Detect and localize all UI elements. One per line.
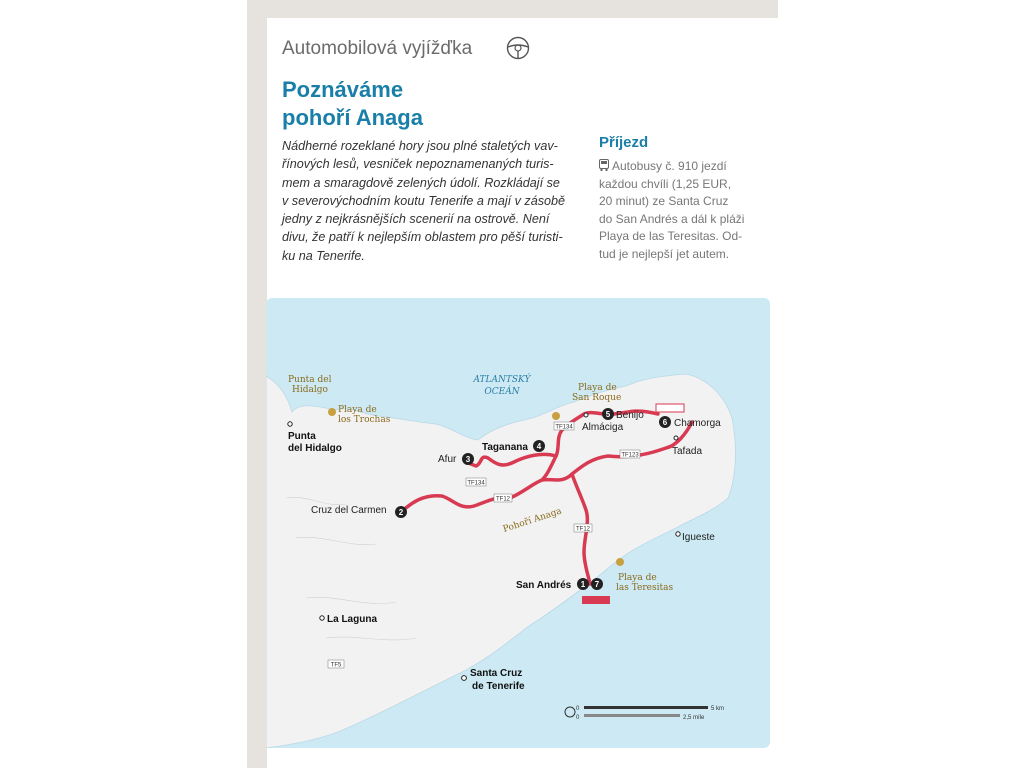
scale-start: 0: [576, 715, 580, 721]
intro-line: mem a smaragdově zelených údolí. Rozkládají se: [282, 175, 560, 190]
beach-label: Playa de: [578, 383, 617, 393]
range-label: Pohoří Anaga: [501, 506, 564, 535]
town-marker: [462, 676, 467, 681]
town-marker: [676, 532, 680, 536]
sidebar-line: Playa de las Teresitas. Od-: [599, 229, 743, 243]
road-label: TF12: [575, 526, 591, 533]
section-title: Automobilová vyjížďka: [282, 38, 473, 59]
stop-label: Benijo: [616, 410, 644, 421]
stop-number: 5: [605, 410, 611, 419]
stop-number: 3: [465, 455, 471, 464]
town-label: Almáciga: [582, 422, 624, 433]
sidebar-line: tud je nejlepší jet autem.: [599, 246, 730, 261]
beach-label: las Teresitas: [616, 583, 674, 593]
town-label: Punta: [288, 431, 316, 442]
sidebar-line-text: Autobusy č. 910 jezdí: [612, 159, 727, 173]
bus-icon: [599, 159, 609, 171]
intro-line: Nádherné rozeklané hory jsou plné staletých vav-: [282, 139, 558, 153]
road-label: TF5: [330, 662, 342, 669]
sidebar-heading: Příjezd: [599, 134, 649, 151]
stop-number: 4: [536, 442, 542, 451]
intro-line: divu, že patří k nejlepším oblastem pro pěší turisti-: [282, 230, 563, 245]
road-label: TF134: [467, 480, 485, 487]
intro-line: ku na Tenerife.: [282, 248, 365, 263]
beach-icon: [616, 558, 624, 566]
steering-wheel-icon: [506, 36, 530, 60]
town-label: Igueste: [682, 532, 715, 543]
sidebar-line: [599, 158, 749, 176]
intro-line: v severovýchodním koutu Tenerife a mají v zásobě: [282, 193, 566, 208]
beach-icon: [328, 408, 336, 416]
sidebar-text: [599, 158, 749, 263]
stop-label: Chamorga: [674, 418, 721, 429]
cape-label: Punta del: [288, 375, 332, 385]
page-title: [282, 76, 423, 132]
stop-label: Afur: [438, 454, 457, 465]
scale-bar-km: [584, 706, 708, 709]
sidebar-line: do San Andrés a dál k pláži: [599, 211, 745, 226]
cape-label: Hidalgo: [292, 385, 328, 395]
scale-start: 0: [576, 706, 580, 712]
town-marker: [674, 436, 678, 440]
intro-line: řínových lesů, vesniček nepoznamenaných turis-: [282, 157, 554, 172]
end-marker: [656, 404, 684, 412]
beach-icon: [552, 412, 560, 420]
title-line-1: Poznáváme: [282, 77, 404, 102]
beach-label: San Roque: [572, 393, 622, 403]
road-label: TF134: [555, 424, 573, 431]
sidebar-line: každou chvíli (1,25 EUR,: [599, 176, 732, 191]
stop-label: San Andrés: [516, 580, 572, 591]
beach-label: los Trochas: [338, 415, 391, 425]
town-label: del Hidalgo: [288, 443, 342, 454]
road-label: TF12: [495, 496, 511, 503]
title-line-2: pohoří Anaga: [282, 105, 423, 130]
stop-number: 7: [594, 580, 600, 589]
town-marker: [320, 616, 324, 620]
anaga-map: [266, 298, 770, 748]
intro-paragraph: [282, 137, 588, 265]
ocean-label: ATLANTSKÝ: [473, 375, 531, 385]
town-label: Tafada: [672, 446, 703, 457]
stop-label: Taganana: [482, 442, 528, 453]
town-label: de Tenerife: [472, 681, 525, 692]
stop-number: 6: [662, 418, 668, 427]
town-label: La Laguna: [327, 614, 378, 625]
stop-label: Cruz del Carmen: [311, 505, 387, 516]
ocean-label: OCEÁN: [484, 387, 520, 397]
beach-label: Playa de: [338, 405, 377, 415]
intro-line: jedny z nejkrásnějších scenerií na ostrově. Není: [282, 212, 550, 227]
town-marker: [288, 422, 292, 426]
sidebar-line: 20 minut) ze Santa Cruz: [599, 194, 729, 208]
scale-end: 2,5 míle: [683, 715, 705, 721]
beach-label: Playa de: [618, 573, 657, 583]
stop-number: 2: [398, 508, 404, 517]
town-marker: [584, 413, 588, 417]
road-label: TF123: [621, 452, 639, 459]
scale-bar-mi: [584, 714, 680, 717]
start-marker: [582, 596, 610, 604]
town-label: Santa Cruz: [470, 668, 523, 679]
scale-end: 5 km: [711, 706, 725, 712]
stop-number: 1: [580, 580, 586, 589]
